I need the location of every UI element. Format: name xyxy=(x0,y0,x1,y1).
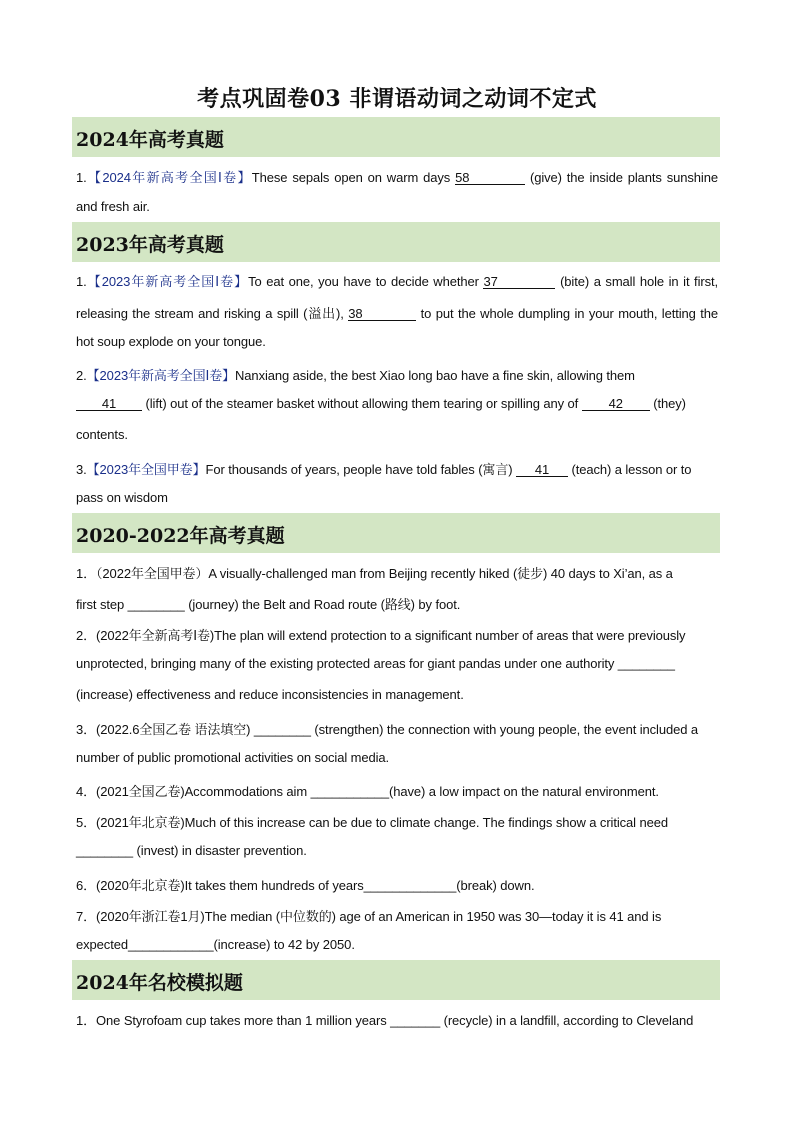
section-header-2023 xyxy=(72,222,720,262)
question-line: and fresh air. xyxy=(76,199,150,214)
question-line: 4．(2021全国乙卷)Accommodations aim ___________(have) a low impact on the natural environment. xyxy=(76,784,659,799)
question-line: 5．(2021年北京卷)Much of this increase can be due to climate change. The findings show a critical need xyxy=(76,815,668,830)
question-line: 6．(2020年北京卷)It takes them hundreds of years_____________(break) down. xyxy=(76,878,535,893)
answer-blank[interactable]: 37 xyxy=(483,275,555,289)
page-title: 考点巩固卷03 非谓语动词之动词不定式 xyxy=(197,86,597,112)
question-line: unprotected, bringing many of the existing protected areas for giant pandas under one authority ________ xyxy=(76,656,675,671)
answer-blank[interactable]: 38 xyxy=(348,307,416,321)
answer-blank[interactable]: 41 xyxy=(516,463,568,477)
section-heading: 2024年名校模拟题 xyxy=(76,972,243,994)
question-source: 【2023年新高考全国Ⅰ卷】 xyxy=(86,368,236,383)
question-line: 3．(2022.6全国乙卷 语法填空) ________ (strengthen) the connection with young people, the event included a xyxy=(76,722,698,737)
question-line: pass on wisdom xyxy=(76,490,168,505)
question-line: 1．One Styrofoam cup takes more than 1 million years _______ (recycle) in a landfill, according to Cleveland xyxy=(76,1013,694,1028)
section-heading: 2020-2022年高考真题 xyxy=(76,525,285,547)
section-heading: 2024年高考真题 xyxy=(76,129,224,151)
question-line: expected____________(increase) to 42 by 2050. xyxy=(76,937,355,952)
question-line: 41 (lift) out of the steamer basket without allowing them tearing or spilling any of 42 (they) xyxy=(76,396,718,411)
question-line: number of public promotional activities on social media. xyxy=(76,750,390,765)
answer-blank[interactable]: 58 xyxy=(455,171,525,185)
question-line: first step ________ (journey) the Belt and Road route (路线) by foot. xyxy=(76,597,461,612)
section-header-2024-mock xyxy=(72,960,720,1000)
question-source: 【2023年全国甲卷】 xyxy=(86,462,206,477)
question-line: releasing the stream and risking a spill (溢出), 38 to put the whole dumpling in your mouth, letting the xyxy=(76,306,719,321)
question-line: 3.【2023年全国甲卷】For thousands of years, people have told fables (寓言) 41 (teach) a lesson or to xyxy=(76,462,692,477)
question-line: 2．(2022年全新高考Ⅰ卷)The plan will extend protection to a significant number of areas that were previously xyxy=(76,628,686,643)
question-line: 1.【2023年新高考全国Ⅰ卷】To eat one, you have to decide whether 37 (bite) a small hole in it first, xyxy=(76,274,719,289)
question-line: 1.【2024年新高考全国Ⅰ卷】These sepals open on warm days 58 (give) the inside plants sunshine xyxy=(76,170,718,185)
answer-blank[interactable]: 42 xyxy=(582,397,650,411)
question-line: hot soup explode on your tongue. xyxy=(76,334,266,349)
question-line: 2.【2023年新高考全国Ⅰ卷】Nanxiang aside, the best Xiao long bao have a fine skin, allowing them xyxy=(76,368,635,383)
question-line: ________ (invest) in disaster prevention. xyxy=(76,843,307,858)
section-heading: 2023年高考真题 xyxy=(76,234,224,256)
section-header-2020-2022 xyxy=(72,513,720,553)
question-line: (increase) effectiveness and reduce inconsistencies in management. xyxy=(76,687,464,702)
question-line: contents. xyxy=(76,427,128,442)
answer-blank[interactable]: 41 xyxy=(76,397,142,411)
question-source: 【2024年新高考全国Ⅰ卷】 xyxy=(86,170,252,185)
section-header-2024 xyxy=(72,117,720,157)
question-line: 7．(2020年浙江卷1月)The median (中位数的) age of an American in 1950 was 30—today it is 41 and is xyxy=(76,909,662,924)
question-line: 1．（2022年全国甲卷）A visually-challenged man from Beijing recently hiked (徒步) 40 days to Xi’an, as a xyxy=(76,566,673,581)
question-source: 【2023年新高考全国Ⅰ卷】 xyxy=(86,274,249,289)
